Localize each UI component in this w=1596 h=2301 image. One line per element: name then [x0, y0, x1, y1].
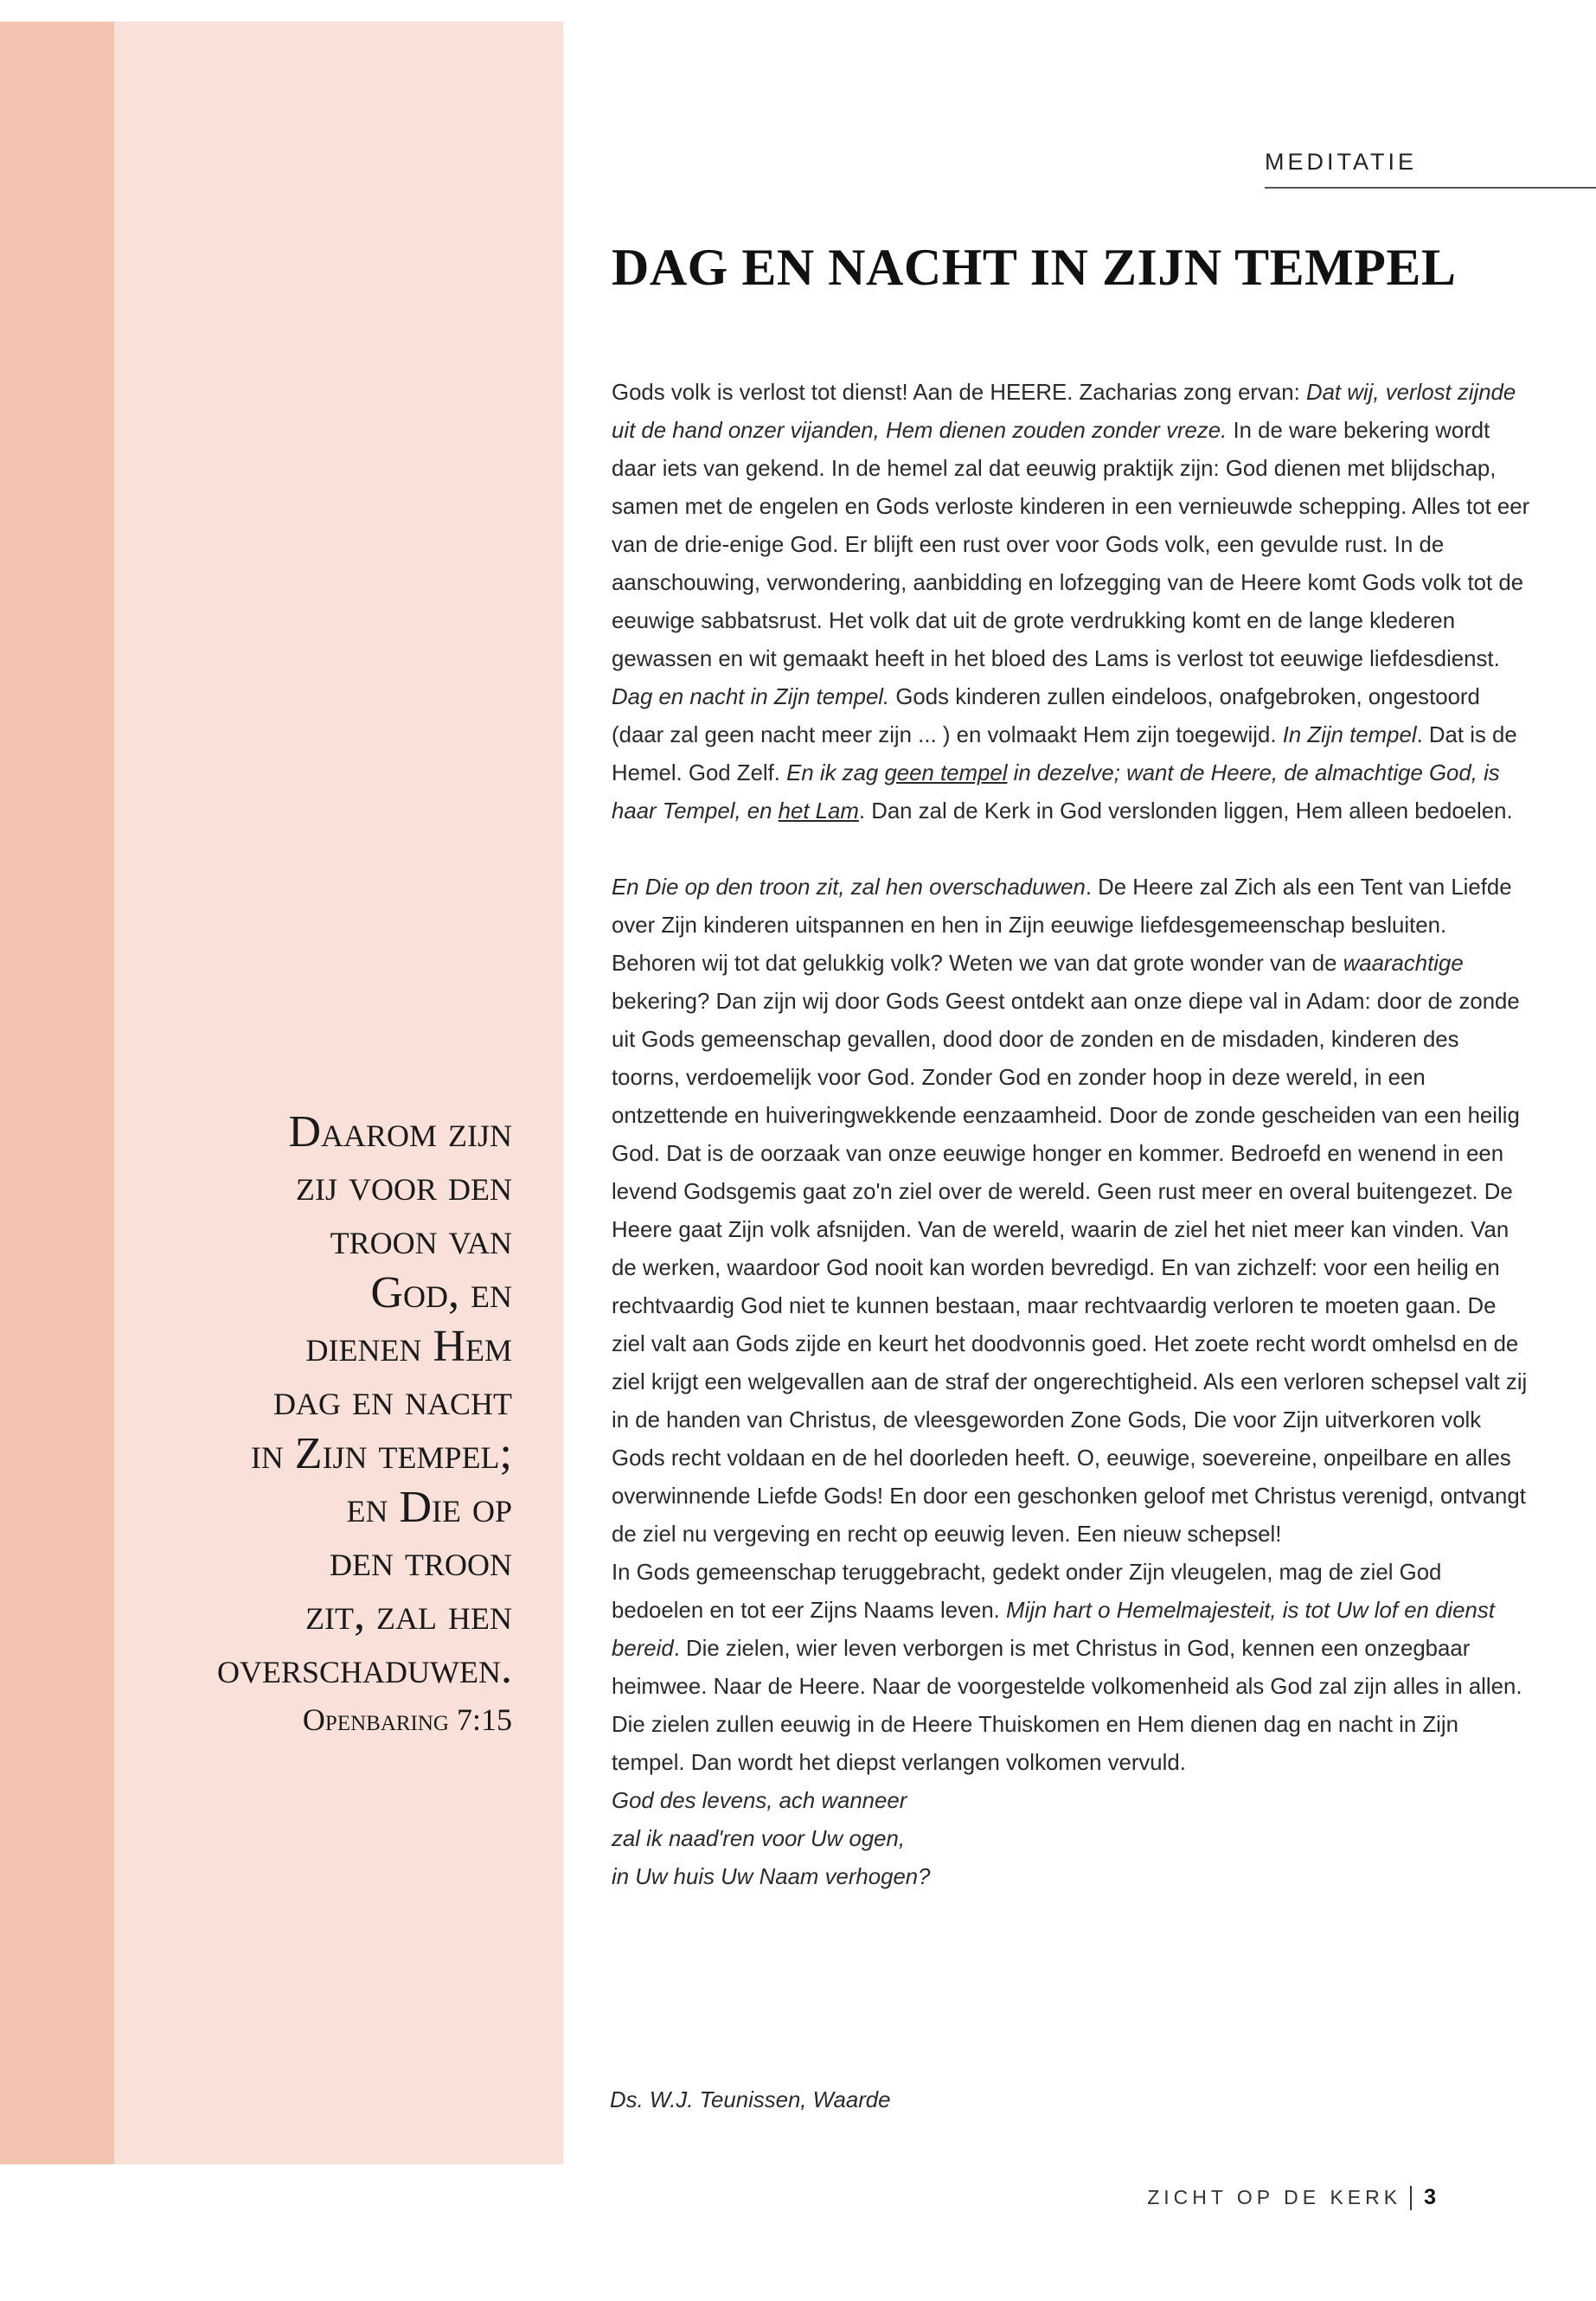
section-label: MEDITATIE [1265, 149, 1417, 175]
pull-quote-line: dienen Hem [305, 1322, 512, 1371]
pull-quote-line: troon van [330, 1215, 512, 1264]
text-run: . Die zielen, wier leven verborgen is met Christus in God, kennen een onzegbaar heimwee. Naar de Heere. Naar de voorgestelde volkomenheid als God zal zijn alles in allen. Die zielen zullen eeuwig in de Heere Thuiskomen en Hem dienen dag en nacht in Zijn tempel. Dan wordt het diepst verlangen volkomen vervuld. [612, 1637, 1522, 1775]
paragraph-gap [612, 830, 1532, 868]
pull-quote-reference: Openbaring 7:15 [302, 1702, 512, 1737]
poem-line: God des levens, ach wanneer [612, 1789, 907, 1813]
pull-quote-line: Daarom zijn [288, 1107, 512, 1157]
pull-quote-line: zit, zal hen [305, 1590, 512, 1639]
decorative-band-dark [0, 22, 114, 2164]
italic-quote: Dat wij, verlost zijnde uit de hand onzer vijanden, Hem dienen zouden zonder vreze. [612, 381, 1516, 443]
footer-divider [1410, 2186, 1412, 2210]
poem-line: zal ik naad'ren voor Uw ogen, [612, 1827, 906, 1851]
page-number: 3 [1424, 2185, 1436, 2209]
decorative-band-light [114, 22, 563, 2164]
italic-word: waarachtige [1343, 952, 1464, 976]
text-run: Gods volk is verlost tot dienst! Aan de HEERE. Zacharias zong ervan: [612, 381, 1306, 405]
poem [612, 1782, 1532, 1896]
page-footer [1147, 2185, 1436, 2210]
pull-quote-line: en Die op [346, 1483, 512, 1532]
italic-quote: In Zijn tempel [1282, 723, 1417, 747]
text-run: . Dat is de Hemel. God Zelf. [612, 723, 1517, 785]
pull-quote [156, 1106, 512, 1695]
author-signature: Ds. W.J. Teunissen, Waarde [610, 2088, 891, 2112]
paragraph-3 [612, 1554, 1532, 1782]
underlined-quote: geen tempel [884, 761, 1008, 785]
pull-quote-line: in Zijn tempel; [250, 1429, 512, 1478]
page-title: DAG EN NACHT IN ZIJN TEMPEL [612, 239, 1457, 296]
italic-quote: Mijn hart o Hemelmajesteit, is tot Uw lof en dienst bereid [612, 1599, 1495, 1661]
text-run: In Gods gemeenschap teruggebracht, gedekt onder Zijn vleugelen, mag de ziel God bedoelen en tot eer Zijns Naams leven. [612, 1561, 1442, 1623]
pull-quote-line: dag en nacht [273, 1375, 512, 1425]
pull-quote-line: zij voor den [296, 1161, 512, 1210]
article-body [612, 374, 1532, 1896]
italic-quote: Dag en nacht in Zijn tempel. [612, 685, 890, 709]
text-run: . De Heere zal Zich als een Tent van Liefde over Zijn kinderen uitspannen en hen in Zijn eeuwige liefdesgemeenschap besluiten. Behoren wij tot dat gelukkig volk? Weten we van dat grote wonder van de [612, 875, 1512, 976]
italic-quote: En Die op den troon zit, zal hen overschaduwen [612, 875, 1086, 900]
underlined-quote: het Lam [778, 799, 859, 824]
pull-quote-line: overschaduwen. [217, 1644, 512, 1693]
text-run: . Dan zal de Kerk in God verslonden liggen, Hem alleen bedoelen. [858, 799, 1513, 824]
paragraph-1 [612, 374, 1532, 830]
poem-line: in Uw huis Uw Naam verhogen? [612, 1865, 931, 1889]
section-rule [1265, 187, 1596, 189]
italic-quote: in dezelve; want de Heere, de almachtige God, is haar Tempel, en [612, 761, 1500, 824]
text-run: In de ware bekering wordt daar iets van gekend. In de hemel zal dat eeuwig praktijk zijn: God dienen met blijdschap, samen met de engelen en Gods verloste kinderen in een vernieuwde schepping. Alles tot eer van de drie-enige God. Er blijft een rust over voor Gods volk, een gevulde rust. In de aanschouwing, verwondering, aanbidding en lofzegging van de Heere komt Gods volk tot de eeuwige sabbatsrust. Het volk dat uit de grote verdrukking komt en de lange klederen gewassen en wit gemaakt heeft in het bloed des Lams is verlost tot eeuwige liefdesdienst. [612, 419, 1530, 671]
text-run: bekering? Dan zijn wij door Gods Geest ontdekt aan onze diepe val in Adam: door de zonde uit Gods gemeenschap gevallen, dood door de zonden en de misdaden, kinderen des toorns, verdoemelijk voor God. Zonder God en zonder hoop in deze wereld, in een ontzettende en huiveringwekkende eenzaamheid. Door de zonde gescheiden van een heilig God. Dat is de oorzaak van onze eeuwige honger en kommer. Bedroefd en wenend in een levend Godsgemis gaat zo'n ziel over de wereld. Geen rust meer en overal buitengezet. De Heere gaat Zijn volk afsnijden. Van de wereld, waarin de ziel het niet meer kan vinden. Van de werken, waardoor God nooit kan worden bevredigd. En van zichzelf: voor een heilig en rechtvaardig God niet te kunnen bestaan, maar rechtvaardig verloren te moeten gaan. De ziel valt aan Gods zijde en keurt het doodvonnis goed. Het zoete recht wordt omhelsd en de ziel krijgt een welgevallen aan de straf der ongerechtigheid. Als een verloren schepsel valt zij in de handen van Christus, de vleesgeworden Zone Gods, Die voor Zijn uitverkoren volk Gods recht voldaan en de hel doorleden heeft. O, eeuwige, soevereine, onpeilbare en alles overwinnende Liefde Gods! En door een geschonken geloof met Christus verenigd, ontvangt de ziel nu vergeving en recht op eeuwig leven. Een nieuw schepsel! [612, 990, 1528, 1547]
pull-quote-line: den troon [330, 1536, 512, 1586]
paragraph-2 [612, 868, 1532, 1554]
publication-name: ZICHT OP DE KERK [1147, 2186, 1402, 2208]
text-run: Gods kinderen zullen eindeloos, onafgebroken, ongestoord (daar zal geen nacht meer zijn ... ) en volmaakt Hem zijn toegewijd. [612, 685, 1480, 747]
pull-quote-line: God, en [370, 1268, 512, 1317]
italic-quote: En ik zag [786, 761, 885, 785]
